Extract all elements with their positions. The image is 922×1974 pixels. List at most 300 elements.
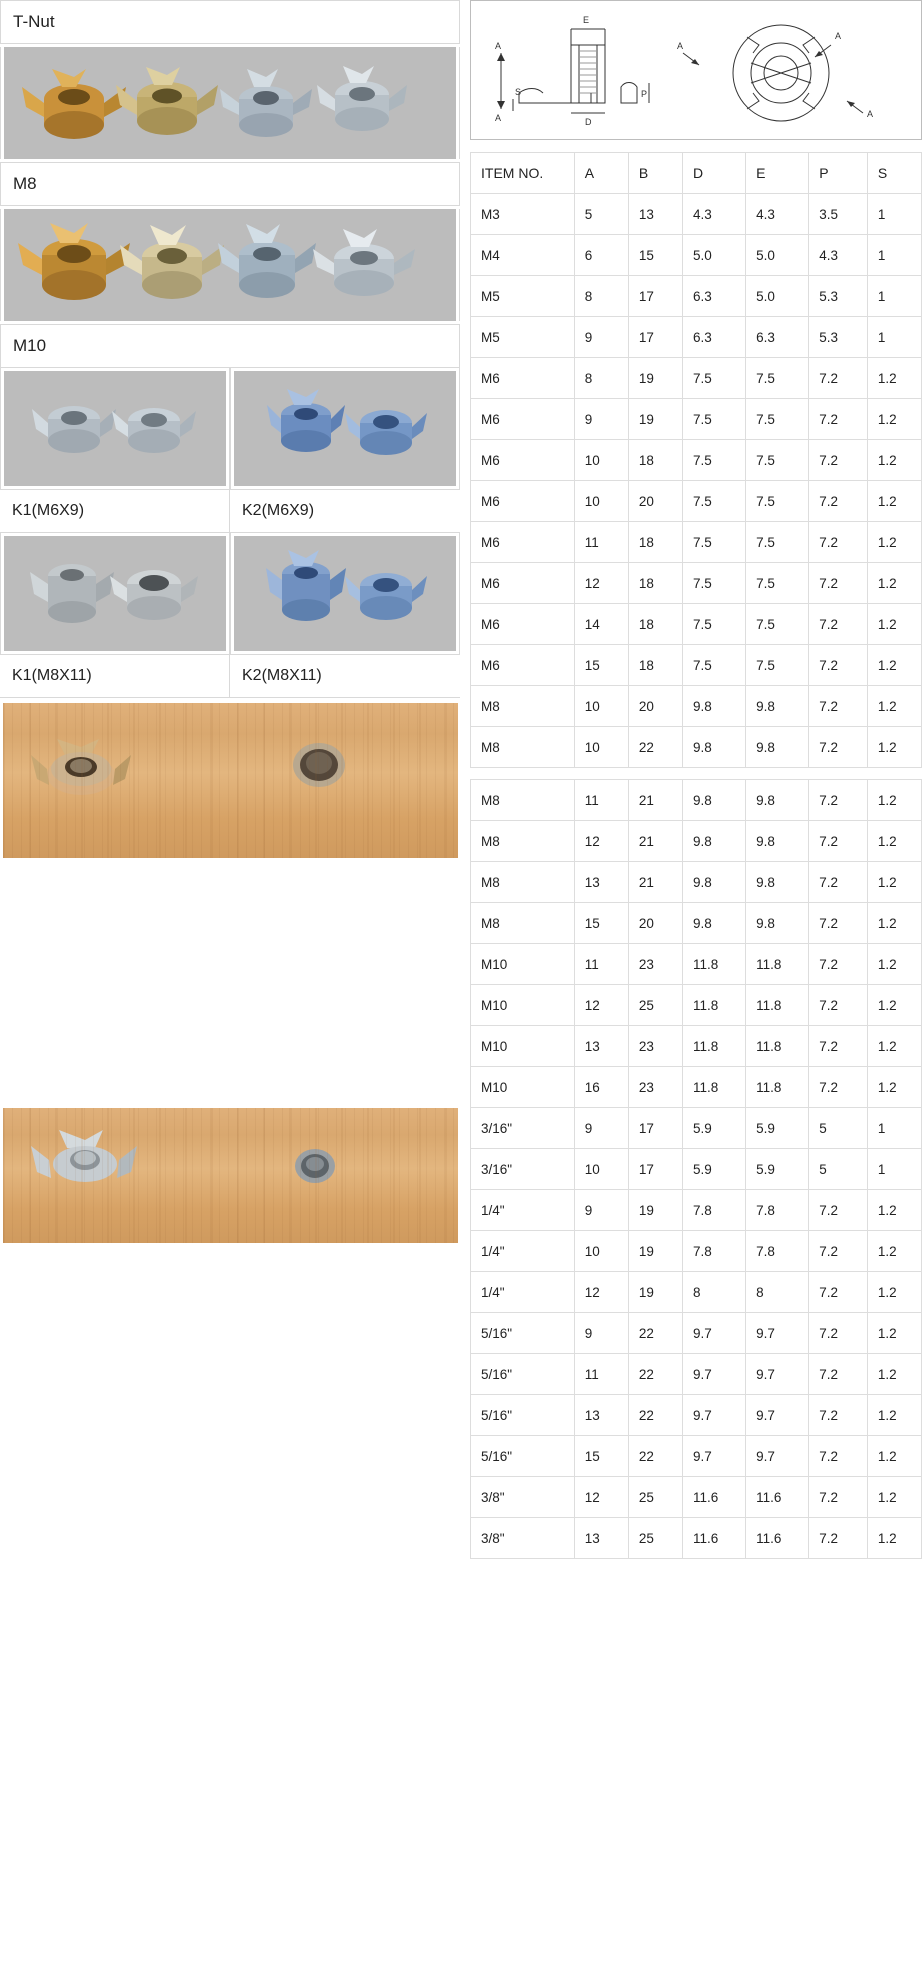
table-row [471,862,922,903]
cell-e: 9.8 [746,903,809,944]
cell-a: 10 [574,1231,628,1272]
caption-k1-m8 [0,654,230,698]
table-row [471,317,922,358]
table-row [471,944,922,985]
cell-p: 7.2 [809,1272,868,1313]
cell-item-no: 1/4" [471,1190,575,1231]
cell-d: 7.8 [682,1231,745,1272]
cell-e: 9.7 [746,1395,809,1436]
cell-b: 25 [628,1518,682,1559]
cell-a: 11 [574,780,628,821]
cell-p: 7.2 [809,985,868,1026]
th-a: A [574,153,628,194]
cell-d: 11.6 [682,1518,745,1559]
cell-e: 9.7 [746,1436,809,1477]
cell-s: 1.2 [867,1436,921,1477]
cell-item-no: M6 [471,399,575,440]
cell-item-no: M5 [471,317,575,358]
cell-item-no: 1/4" [471,1272,575,1313]
cell-b: 19 [628,1272,682,1313]
cell-p: 7.2 [809,686,868,727]
cell-s: 1.2 [867,780,921,821]
cell-p: 5.3 [809,276,868,317]
table-gap [470,768,922,779]
cell-a: 13 [574,1026,628,1067]
cell-p: 7.2 [809,399,868,440]
spec-table-bottom-body [471,780,922,1559]
cell-item-no: 3/8" [471,1518,575,1559]
cell-p: 4.3 [809,235,868,276]
cell-s: 1.2 [867,604,921,645]
cell-b: 19 [628,399,682,440]
cell-e: 7.5 [746,358,809,399]
th-b: B [628,153,682,194]
cell-p: 7.2 [809,645,868,686]
table-row [471,985,922,1026]
table-row [471,686,922,727]
k-m8-caption-row [0,654,460,698]
cell-p: 7.2 [809,604,868,645]
svg-text:A: A [867,109,874,119]
table-row [471,1436,922,1477]
cell-s: 1.2 [867,563,921,604]
cell-s: 1.2 [867,440,921,481]
cell-d: 11.8 [682,944,745,985]
cell-e: 11.8 [746,944,809,985]
cell-d: 7.8 [682,1190,745,1231]
photo-cell-k1-m6 [0,368,230,489]
table-row [471,780,922,821]
cell-item-no: 3/8" [471,1477,575,1518]
photo-cell-m8 [0,209,460,321]
cell-b: 13 [628,194,682,235]
cell-p: 7.2 [809,944,868,985]
cell-b: 21 [628,821,682,862]
cell-p: 7.2 [809,1477,868,1518]
cell-b: 21 [628,862,682,903]
cell-a: 12 [574,1272,628,1313]
table-row [471,727,922,768]
cell-e: 7.5 [746,645,809,686]
cell-item-no: M6 [471,645,575,686]
cell-p: 7.2 [809,358,868,399]
left-image-column [0,0,460,1243]
table-row [471,358,922,399]
cell-s: 1.2 [867,1395,921,1436]
photo-k2-m8 [234,536,456,651]
cell-a: 10 [574,1149,628,1190]
cell-d: 7.5 [682,399,745,440]
table-row [471,1190,922,1231]
cell-a: 9 [574,1313,628,1354]
cell-p: 7.2 [809,821,868,862]
table-row [471,1354,922,1395]
cell-s: 1 [867,1149,921,1190]
table-row [471,903,922,944]
cell-p: 7.2 [809,1313,868,1354]
cell-s: 1.2 [867,1272,921,1313]
wood-board-bottom-nuts [3,1108,458,1243]
cell-a: 10 [574,686,628,727]
cell-item-no: 5/16" [471,1313,575,1354]
cell-d: 9.8 [682,686,745,727]
cell-b: 18 [628,563,682,604]
cell-p: 7.2 [809,522,868,563]
svg-text:E: E [583,15,590,25]
cell-d: 7.5 [682,522,745,563]
cell-a: 13 [574,1395,628,1436]
table-row [471,440,922,481]
caption-k2-m6-text: K2(M6X9) [242,502,315,519]
cell-s: 1.2 [867,522,921,563]
cell-e: 4.3 [746,194,809,235]
cell-b: 23 [628,1067,682,1108]
cell-d: 9.8 [682,903,745,944]
cell-d: 9.8 [682,727,745,768]
table-row [471,1067,922,1108]
spec-table-top-body [471,194,922,768]
cell-p: 7.2 [809,1518,868,1559]
cell-a: 10 [574,481,628,522]
k2-m8-image [234,536,456,651]
cell-a: 11 [574,944,628,985]
cell-s: 1 [867,317,921,358]
cell-e: 9.8 [746,727,809,768]
cell-d: 9.7 [682,1395,745,1436]
cell-p: 7.2 [809,563,868,604]
photo-cell-k2-m6 [230,368,460,489]
cell-e: 9.7 [746,1354,809,1395]
cell-s: 1.2 [867,1354,921,1395]
th-s: S [867,153,921,194]
cell-item-no: M4 [471,235,575,276]
cell-a: 8 [574,276,628,317]
cell-d: 7.5 [682,440,745,481]
cell-p: 7.2 [809,440,868,481]
table-row [471,1518,922,1559]
th-d: D [682,153,745,194]
cell-p: 7.2 [809,780,868,821]
cell-p: 5 [809,1149,868,1190]
cell-b: 19 [628,358,682,399]
cell-b: 18 [628,522,682,563]
cell-item-no: M10 [471,1067,575,1108]
photo-cell-k1-m8 [0,533,230,654]
cell-d: 11.6 [682,1477,745,1518]
cell-e: 7.8 [746,1231,809,1272]
photo-wood-board-top [3,703,458,858]
cell-b: 19 [628,1231,682,1272]
cell-a: 12 [574,985,628,1026]
cell-b: 25 [628,985,682,1026]
cell-b: 17 [628,317,682,358]
table-row [471,821,922,862]
label-m10-text: M10 [13,336,47,355]
photo-cell-k2-m8 [230,533,460,654]
cell-d: 6.3 [682,317,745,358]
cell-e: 5.0 [746,276,809,317]
cell-item-no: 5/16" [471,1436,575,1477]
table-row [471,1108,922,1149]
cell-d: 5.0 [682,235,745,276]
cell-item-no: M6 [471,481,575,522]
cell-s: 1.2 [867,821,921,862]
cell-b: 25 [628,1477,682,1518]
cell-e: 9.8 [746,686,809,727]
cell-item-no: M8 [471,780,575,821]
table-row [471,1395,922,1436]
spec-table-top [470,152,922,768]
cell-a: 5 [574,194,628,235]
cell-s: 1.2 [867,399,921,440]
photo-tnut-row [4,47,456,159]
table-row [471,481,922,522]
cell-s: 1.2 [867,1067,921,1108]
cell-s: 1.2 [867,1477,921,1518]
svg-text:A: A [495,113,502,123]
cell-d: 11.8 [682,1026,745,1067]
cell-item-no: M8 [471,862,575,903]
k1-m6-image [4,371,226,486]
cell-s: 1.2 [867,1190,921,1231]
cell-d: 6.3 [682,276,745,317]
cell-a: 13 [574,862,628,903]
cell-item-no: 1/4" [471,1231,575,1272]
cell-b: 22 [628,1354,682,1395]
cell-a: 14 [574,604,628,645]
cell-item-no: M10 [471,985,575,1026]
cell-s: 1.2 [867,645,921,686]
cell-item-no: M10 [471,1026,575,1067]
cell-b: 18 [628,440,682,481]
cell-item-no: M6 [471,604,575,645]
cell-b: 23 [628,1026,682,1067]
cell-d: 9.8 [682,862,745,903]
svg-text:S: S [515,87,522,97]
cell-b: 21 [628,780,682,821]
cell-a: 13 [574,1518,628,1559]
label-m8-text: M8 [13,174,37,193]
photo-m8-row [4,209,456,321]
cell-e: 9.8 [746,780,809,821]
cell-b: 20 [628,903,682,944]
cell-b: 23 [628,944,682,985]
photo-k2-m6 [234,371,456,486]
table-row [471,604,922,645]
technical-drawing [470,0,922,140]
cell-item-no: M8 [471,903,575,944]
k-m6-image-row [0,368,460,489]
k2-m6-image [234,371,456,486]
cell-d: 9.8 [682,821,745,862]
caption-k2-m8 [230,654,460,698]
cell-s: 1 [867,194,921,235]
cell-a: 12 [574,821,628,862]
cell-a: 10 [574,440,628,481]
cell-p: 5 [809,1108,868,1149]
cell-item-no: M10 [471,944,575,985]
table-row [471,522,922,563]
cell-d: 9.7 [682,1436,745,1477]
cell-a: 11 [574,1354,628,1395]
cell-item-no: M6 [471,563,575,604]
cell-item-no: M8 [471,686,575,727]
cell-e: 5.0 [746,235,809,276]
cell-e: 7.5 [746,399,809,440]
cell-s: 1.2 [867,944,921,985]
cell-d: 9.7 [682,1354,745,1395]
table-row [471,1272,922,1313]
cell-s: 1.2 [867,481,921,522]
cell-d: 9.7 [682,1313,745,1354]
cell-b: 22 [628,1313,682,1354]
k-m8-image-row [0,533,460,654]
cell-b: 18 [628,645,682,686]
cell-e: 5.9 [746,1149,809,1190]
table-row [471,276,922,317]
cell-s: 1 [867,235,921,276]
cell-b: 17 [628,1149,682,1190]
cell-p: 7.2 [809,1231,868,1272]
cell-e: 11.6 [746,1477,809,1518]
cell-a: 12 [574,563,628,604]
table-row [471,645,922,686]
th-item-no: ITEM NO. [471,153,575,194]
cell-d: 11.8 [682,985,745,1026]
th-p: P [809,153,868,194]
cell-b: 17 [628,276,682,317]
right-spec-column [470,0,922,1559]
k-m6-caption-row [0,489,460,533]
cell-d: 5.9 [682,1108,745,1149]
cell-p: 7.2 [809,862,868,903]
svg-text:D: D [585,117,592,127]
cell-d: 9.8 [682,780,745,821]
cell-s: 1.2 [867,1313,921,1354]
cell-d: 11.8 [682,1067,745,1108]
cell-p: 7.2 [809,1190,868,1231]
cell-s: 1.2 [867,358,921,399]
cell-e: 6.3 [746,317,809,358]
cell-d: 5.9 [682,1149,745,1190]
cell-p: 7.2 [809,1354,868,1395]
photo-k1-m6 [4,371,226,486]
svg-text:P: P [641,89,648,99]
table-row [471,1149,922,1190]
table-row [471,1026,922,1067]
cell-s: 1 [867,1108,921,1149]
cell-p: 7.2 [809,481,868,522]
cell-b: 20 [628,481,682,522]
cell-a: 9 [574,1108,628,1149]
label-m8 [0,162,460,206]
cell-b: 18 [628,604,682,645]
cell-b: 15 [628,235,682,276]
cell-e: 7.8 [746,1190,809,1231]
cell-item-no: 5/16" [471,1354,575,1395]
cell-a: 15 [574,1436,628,1477]
spec-table-header-row [471,153,922,194]
cell-e: 7.5 [746,563,809,604]
caption-k2-m8-text: K2(M8X11) [242,667,322,684]
cell-a: 10 [574,727,628,768]
cell-s: 1.2 [867,686,921,727]
cell-p: 7.2 [809,903,868,944]
cell-e: 7.5 [746,440,809,481]
table-row [471,1477,922,1518]
cell-e: 9.8 [746,862,809,903]
label-tnut [0,0,460,44]
cell-item-no: M6 [471,440,575,481]
cell-item-no: M6 [471,358,575,399]
cell-p: 7.2 [809,1067,868,1108]
svg-text:A: A [677,41,684,51]
cell-a: 9 [574,1190,628,1231]
cell-e: 11.8 [746,1067,809,1108]
cell-item-no: 3/16" [471,1108,575,1149]
cell-p: 3.5 [809,194,868,235]
cell-a: 8 [574,358,628,399]
table-row [471,194,922,235]
cell-s: 1.2 [867,727,921,768]
cell-d: 7.5 [682,481,745,522]
label-tnut-text: T-Nut [13,12,55,31]
cell-s: 1.2 [867,903,921,944]
cell-p: 7.2 [809,1395,868,1436]
cell-item-no: M5 [471,276,575,317]
table-row [471,399,922,440]
cell-e: 11.6 [746,1518,809,1559]
cell-item-no: 5/16" [471,1395,575,1436]
cell-e: 8 [746,1272,809,1313]
cell-d: 7.5 [682,645,745,686]
svg-text:A: A [835,31,842,41]
cell-d: 8 [682,1272,745,1313]
table-row [471,235,922,276]
table-row [471,1313,922,1354]
cell-a: 11 [574,522,628,563]
table-row [471,563,922,604]
cell-b: 17 [628,1108,682,1149]
cell-s: 1.2 [867,1026,921,1067]
cell-b: 22 [628,1436,682,1477]
th-e: E [746,153,809,194]
cell-a: 9 [574,317,628,358]
label-m10 [0,324,460,368]
cell-a: 6 [574,235,628,276]
svg-text:A: A [495,41,502,51]
cell-d: 7.5 [682,563,745,604]
caption-k2-m6 [230,489,460,533]
photo-wood-board-bottom [3,1108,458,1243]
cell-s: 1 [867,276,921,317]
cell-a: 12 [574,1477,628,1518]
table-row [471,1231,922,1272]
cell-s: 1.2 [867,1518,921,1559]
cell-p: 7.2 [809,1436,868,1477]
cell-item-no: M3 [471,194,575,235]
caption-k1-m8-text: K1(M8X11) [12,667,92,684]
cell-b: 22 [628,727,682,768]
cell-b: 20 [628,686,682,727]
cell-d: 4.3 [682,194,745,235]
photo-cell-wood-2 [0,1108,460,1243]
spec-table-bottom [470,779,922,1559]
cell-p: 7.2 [809,1026,868,1067]
cell-a: 16 [574,1067,628,1108]
cell-e: 5.9 [746,1108,809,1149]
photo-k1-m8 [4,536,226,651]
